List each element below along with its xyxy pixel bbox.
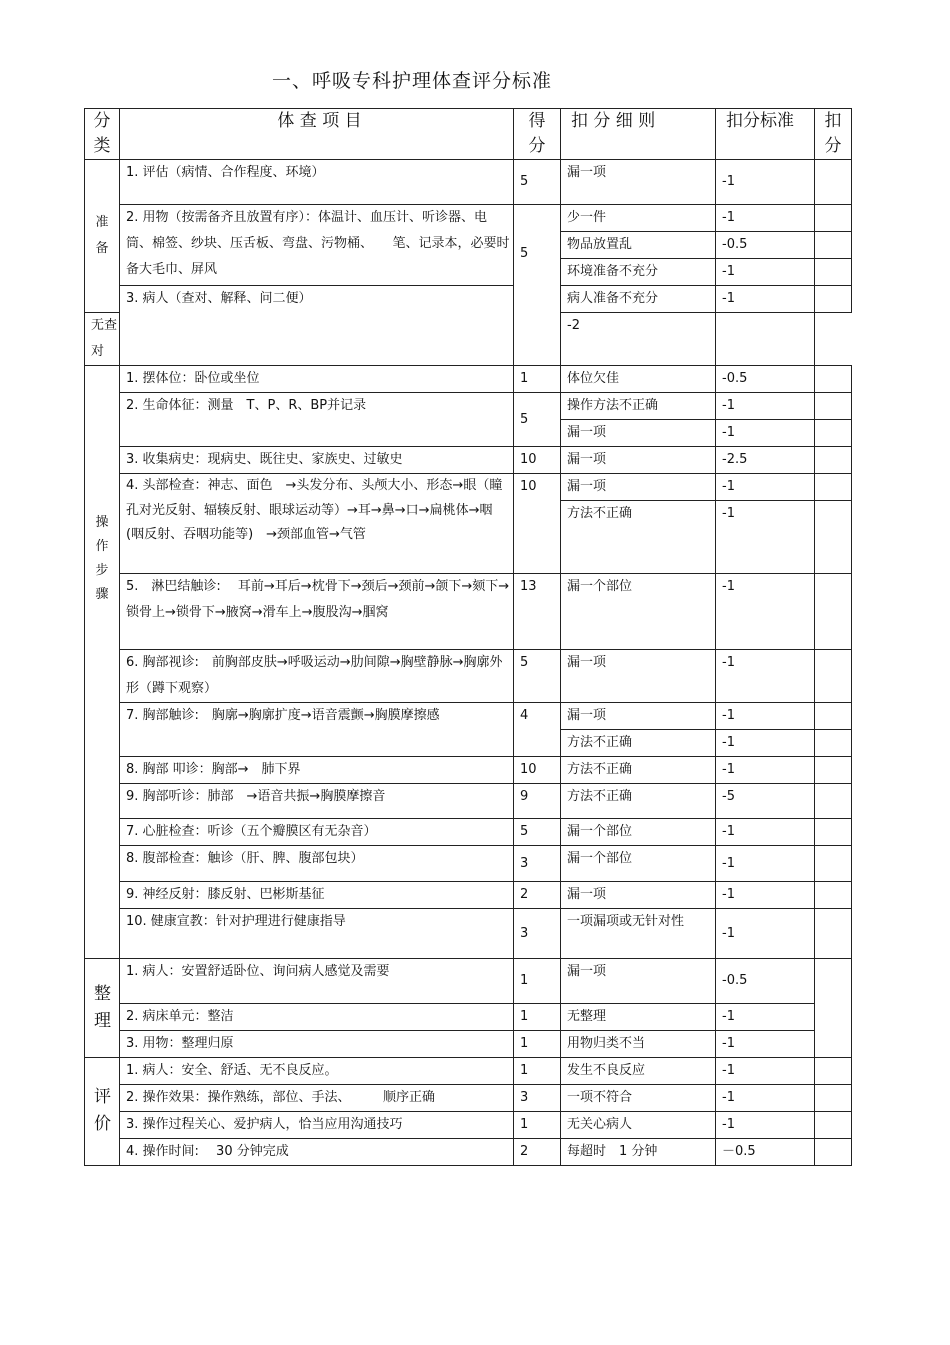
detail-cell: 一项不符合	[561, 1085, 716, 1112]
score-cell: 10	[514, 757, 561, 784]
item-cell: 10. 健康宣教：针对护理进行健康指导	[120, 909, 514, 959]
score-cell: 5	[514, 160, 561, 205]
standard-cell: -1	[716, 1004, 815, 1031]
standard-cell: -1	[716, 205, 815, 232]
deduction-cell	[815, 730, 852, 757]
table-row	[85, 366, 852, 393]
item-cell: 3. 收集病史：现病史、既往史、家族史、过敏史	[120, 447, 514, 474]
item-cell: 7. 心脏检查：听诊（五个瓣膜区有无杂音）	[120, 819, 514, 846]
detail-cell: 用物归类不当	[561, 1031, 716, 1058]
table-row	[85, 1085, 852, 1112]
table-row	[85, 393, 852, 420]
table-row	[85, 286, 852, 313]
table-row	[85, 1031, 852, 1058]
standard-cell: -1	[716, 420, 815, 447]
table-row	[85, 819, 852, 846]
standard-cell: -1	[716, 1058, 815, 1085]
deduction-cell	[716, 313, 815, 366]
deduction-cell	[815, 366, 852, 393]
deduction-cell	[815, 819, 852, 846]
detail-cell: 漏一项	[561, 703, 716, 730]
score-cell: 9	[514, 784, 561, 819]
score-cell: 4	[514, 703, 561, 757]
deduction-cell	[815, 909, 852, 959]
standard-cell: －0.5	[716, 1139, 815, 1166]
deduction-cell	[815, 160, 852, 205]
table-row	[85, 909, 852, 959]
score-cell: 1	[514, 1004, 561, 1031]
item-cell: 1. 评估（病情、合作程度、环境）	[120, 160, 514, 205]
detail-cell: 少一件	[561, 205, 716, 232]
deduction-cell	[815, 474, 852, 501]
table-row	[85, 474, 852, 501]
standard-cell: -1	[716, 393, 815, 420]
detail-cell: 漏一项	[561, 959, 716, 1004]
deduction-cell	[815, 846, 852, 882]
item-cell: 1. 摆体位：卧位或坐位	[120, 366, 514, 393]
score-cell: 13	[514, 574, 561, 650]
detail-cell: 漏一个部位	[561, 819, 716, 846]
item-cell: 9. 神经反射：膝反射、巴彬斯基征	[120, 882, 514, 909]
standard-cell: -1	[716, 1085, 815, 1112]
detail-cell: 发生不良反应	[561, 1058, 716, 1085]
standard-cell: -1	[716, 882, 815, 909]
section-ops: 操作步骤	[85, 366, 120, 959]
score-cell: 5	[514, 393, 561, 447]
score-cell: 10	[514, 447, 561, 474]
standard-cell: -1	[716, 730, 815, 757]
header-score: 得分	[514, 109, 561, 160]
section-prep: 准备	[85, 160, 120, 313]
standard-cell: -1	[716, 501, 815, 574]
standard-cell: -0.5	[716, 366, 815, 393]
deduction-cell	[815, 1085, 852, 1112]
score-cell: 1	[514, 1112, 561, 1139]
score-cell: 1	[514, 959, 561, 1004]
detail-cell: 漏一项	[561, 882, 716, 909]
standard-cell: -1	[716, 160, 815, 205]
table-row	[85, 1139, 852, 1166]
deduction-cell	[815, 959, 852, 1058]
item-cell: 2. 生命体征：测量 T、P、R、BP并记录	[120, 393, 514, 447]
standard-cell: -1	[716, 757, 815, 784]
deduction-cell	[815, 1058, 852, 1085]
table-row	[85, 703, 852, 730]
table-row	[85, 1112, 852, 1139]
table-row	[85, 205, 852, 232]
table-row	[85, 650, 852, 703]
standard-cell: -1	[716, 909, 815, 959]
detail-cell: 漏一项	[561, 447, 716, 474]
deduction-cell	[815, 393, 852, 420]
deduction-cell	[815, 447, 852, 474]
deduction-cell	[815, 1112, 852, 1139]
standard-cell: -5	[716, 784, 815, 819]
header-deduction: 扣分	[815, 109, 852, 160]
deduction-cell	[815, 757, 852, 784]
score-cell: 1	[514, 366, 561, 393]
score-cell: 2	[514, 882, 561, 909]
table-row	[85, 574, 852, 650]
item-cell: 2. 操作效果：操作熟练，部位、手法、 顺序正确	[120, 1085, 514, 1112]
item-cell: 4. 头部检查：神志、面色 →头发分布、头颅大小、形态→眼（瞳孔对光反射、辐辏反射、眼球运动等）→耳→鼻→口→扁桃体→咽 (咽反射、吞咽功能等) →颈部血管→气管	[120, 474, 514, 574]
standard-cell: -1	[716, 259, 815, 286]
score-cell: 5	[514, 819, 561, 846]
deduction-cell	[815, 574, 852, 650]
section-tidy: 整理	[85, 959, 120, 1058]
item-cell: 3. 病人（查对、解释、问二便）	[120, 286, 514, 366]
table-row	[85, 959, 852, 1004]
score-cell: 3	[514, 846, 561, 882]
item-cell: 3. 用物：整理归原	[120, 1031, 514, 1058]
deduction-cell	[815, 259, 852, 286]
deduction-cell	[815, 784, 852, 819]
item-cell: 1. 病人：安全、舒适、无不良反应。	[120, 1058, 514, 1085]
detail-cell: 无整理	[561, 1004, 716, 1031]
deduction-cell	[815, 1139, 852, 1166]
detail-cell: 每超时 1 分钟	[561, 1139, 716, 1166]
detail-cell: 操作方法不正确	[561, 393, 716, 420]
detail-cell: 漏一个部位	[561, 846, 716, 882]
table-row	[85, 1004, 852, 1031]
detail-cell: 漏一项	[561, 160, 716, 205]
standard-cell: -1	[716, 474, 815, 501]
deduction-cell	[815, 882, 852, 909]
detail-cell: 无查对	[85, 313, 120, 366]
item-cell: 7. 胸部触诊: 胸廓→胸廓扩度→语音震颤→胸膜摩擦感	[120, 703, 514, 757]
deduction-cell	[815, 286, 852, 313]
item-cell: 9. 胸部听诊：肺部 →语音共振→胸膜摩擦音	[120, 784, 514, 819]
score-cell: 1	[514, 1058, 561, 1085]
deduction-cell	[815, 650, 852, 703]
header-row	[85, 109, 852, 160]
table-row	[85, 882, 852, 909]
table-row	[85, 447, 852, 474]
header-details: 扣 分 细 则	[561, 109, 716, 160]
standard-cell: -2	[561, 313, 716, 366]
detail-cell: 一项漏项或无针对性	[561, 909, 716, 959]
detail-cell: 方法不正确	[561, 784, 716, 819]
detail-cell: 漏一项	[561, 474, 716, 501]
score-cell: 1	[514, 1031, 561, 1058]
deduction-cell	[815, 232, 852, 259]
table-row	[85, 784, 852, 819]
item-cell: 1. 病人：安置舒适卧位、询问病人感觉及需要	[120, 959, 514, 1004]
deduction-cell	[815, 501, 852, 574]
score-cell: 2	[514, 1139, 561, 1166]
standard-cell: -0.5	[716, 959, 815, 1004]
item-cell: 8. 腹部检查：触诊（肝、脾、腹部包块）	[120, 846, 514, 882]
standard-cell: -1	[716, 1031, 815, 1058]
table-row	[85, 757, 852, 784]
detail-cell: 无关心病人	[561, 1112, 716, 1139]
detail-cell: 物品放置乱	[561, 232, 716, 259]
detail-cell: 方法不正确	[561, 501, 716, 574]
score-cell: 10	[514, 474, 561, 574]
scoring-table	[84, 108, 852, 1166]
item-cell: 2. 病床单元：整洁	[120, 1004, 514, 1031]
standard-cell: -2.5	[716, 447, 815, 474]
section-eval: 评价	[85, 1058, 120, 1166]
standard-cell: -1	[716, 819, 815, 846]
detail-cell: 漏一项	[561, 650, 716, 703]
item-cell: 8. 胸部 叩诊：胸部→ 肺下界	[120, 757, 514, 784]
detail-cell: 病人准备不充分	[561, 286, 716, 313]
detail-cell: 体位欠佳	[561, 366, 716, 393]
standard-cell: -1	[716, 846, 815, 882]
standard-cell: -1	[716, 1112, 815, 1139]
item-cell: 2. 用物（按需备齐且放置有序）：体温计、血压计、听诊器、电筒、棉签、纱块、压舌板、弯盘、污物桶、 笔、记录本，必要时备大毛巾、屏风	[120, 205, 514, 286]
standard-cell: -0.5	[716, 232, 815, 259]
standard-cell: -1	[716, 286, 815, 313]
item-cell: 6. 胸部视诊: 前胸部皮肤→呼吸运动→肋间隙→胸壁静脉→胸廓外形（蹲下观察）	[120, 650, 514, 703]
standard-cell: -1	[716, 574, 815, 650]
score-cell: 3	[514, 1085, 561, 1112]
score-cell: 5	[514, 205, 561, 366]
deduction-cell	[815, 420, 852, 447]
deduction-cell	[815, 703, 852, 730]
table-row	[85, 846, 852, 882]
score-cell: 3	[514, 909, 561, 959]
standard-cell: -1	[716, 703, 815, 730]
page-title: 一、呼吸专科护理体查评分标准	[272, 70, 553, 92]
table-row	[85, 1058, 852, 1085]
standard-cell: -1	[716, 650, 815, 703]
item-cell: 4. 操作时间: 30 分钟完成	[120, 1139, 514, 1166]
detail-cell: 方法不正确	[561, 757, 716, 784]
item-cell: 5. 淋巴结触诊: 耳前→耳后→枕骨下→颈后→颈前→颌下→颏下→锁骨上→锁骨下→腋窝→滑车上→腹股沟→腘窝	[120, 574, 514, 650]
detail-cell: 环境准备不充分	[561, 259, 716, 286]
header-category: 分类	[85, 109, 120, 160]
header-items: 体 查 项 目	[120, 109, 514, 160]
header-standard: 扣分标准	[716, 109, 815, 160]
detail-cell: 漏一项	[561, 420, 716, 447]
table-row	[85, 160, 852, 204]
score-cell: 5	[514, 650, 561, 703]
item-cell: 3. 操作过程关心、爱护病人，恰当应用沟通技巧	[120, 1112, 514, 1139]
detail-cell: 方法不正确	[561, 730, 716, 757]
detail-cell: 漏一个部位	[561, 574, 716, 650]
deduction-cell	[815, 205, 852, 232]
